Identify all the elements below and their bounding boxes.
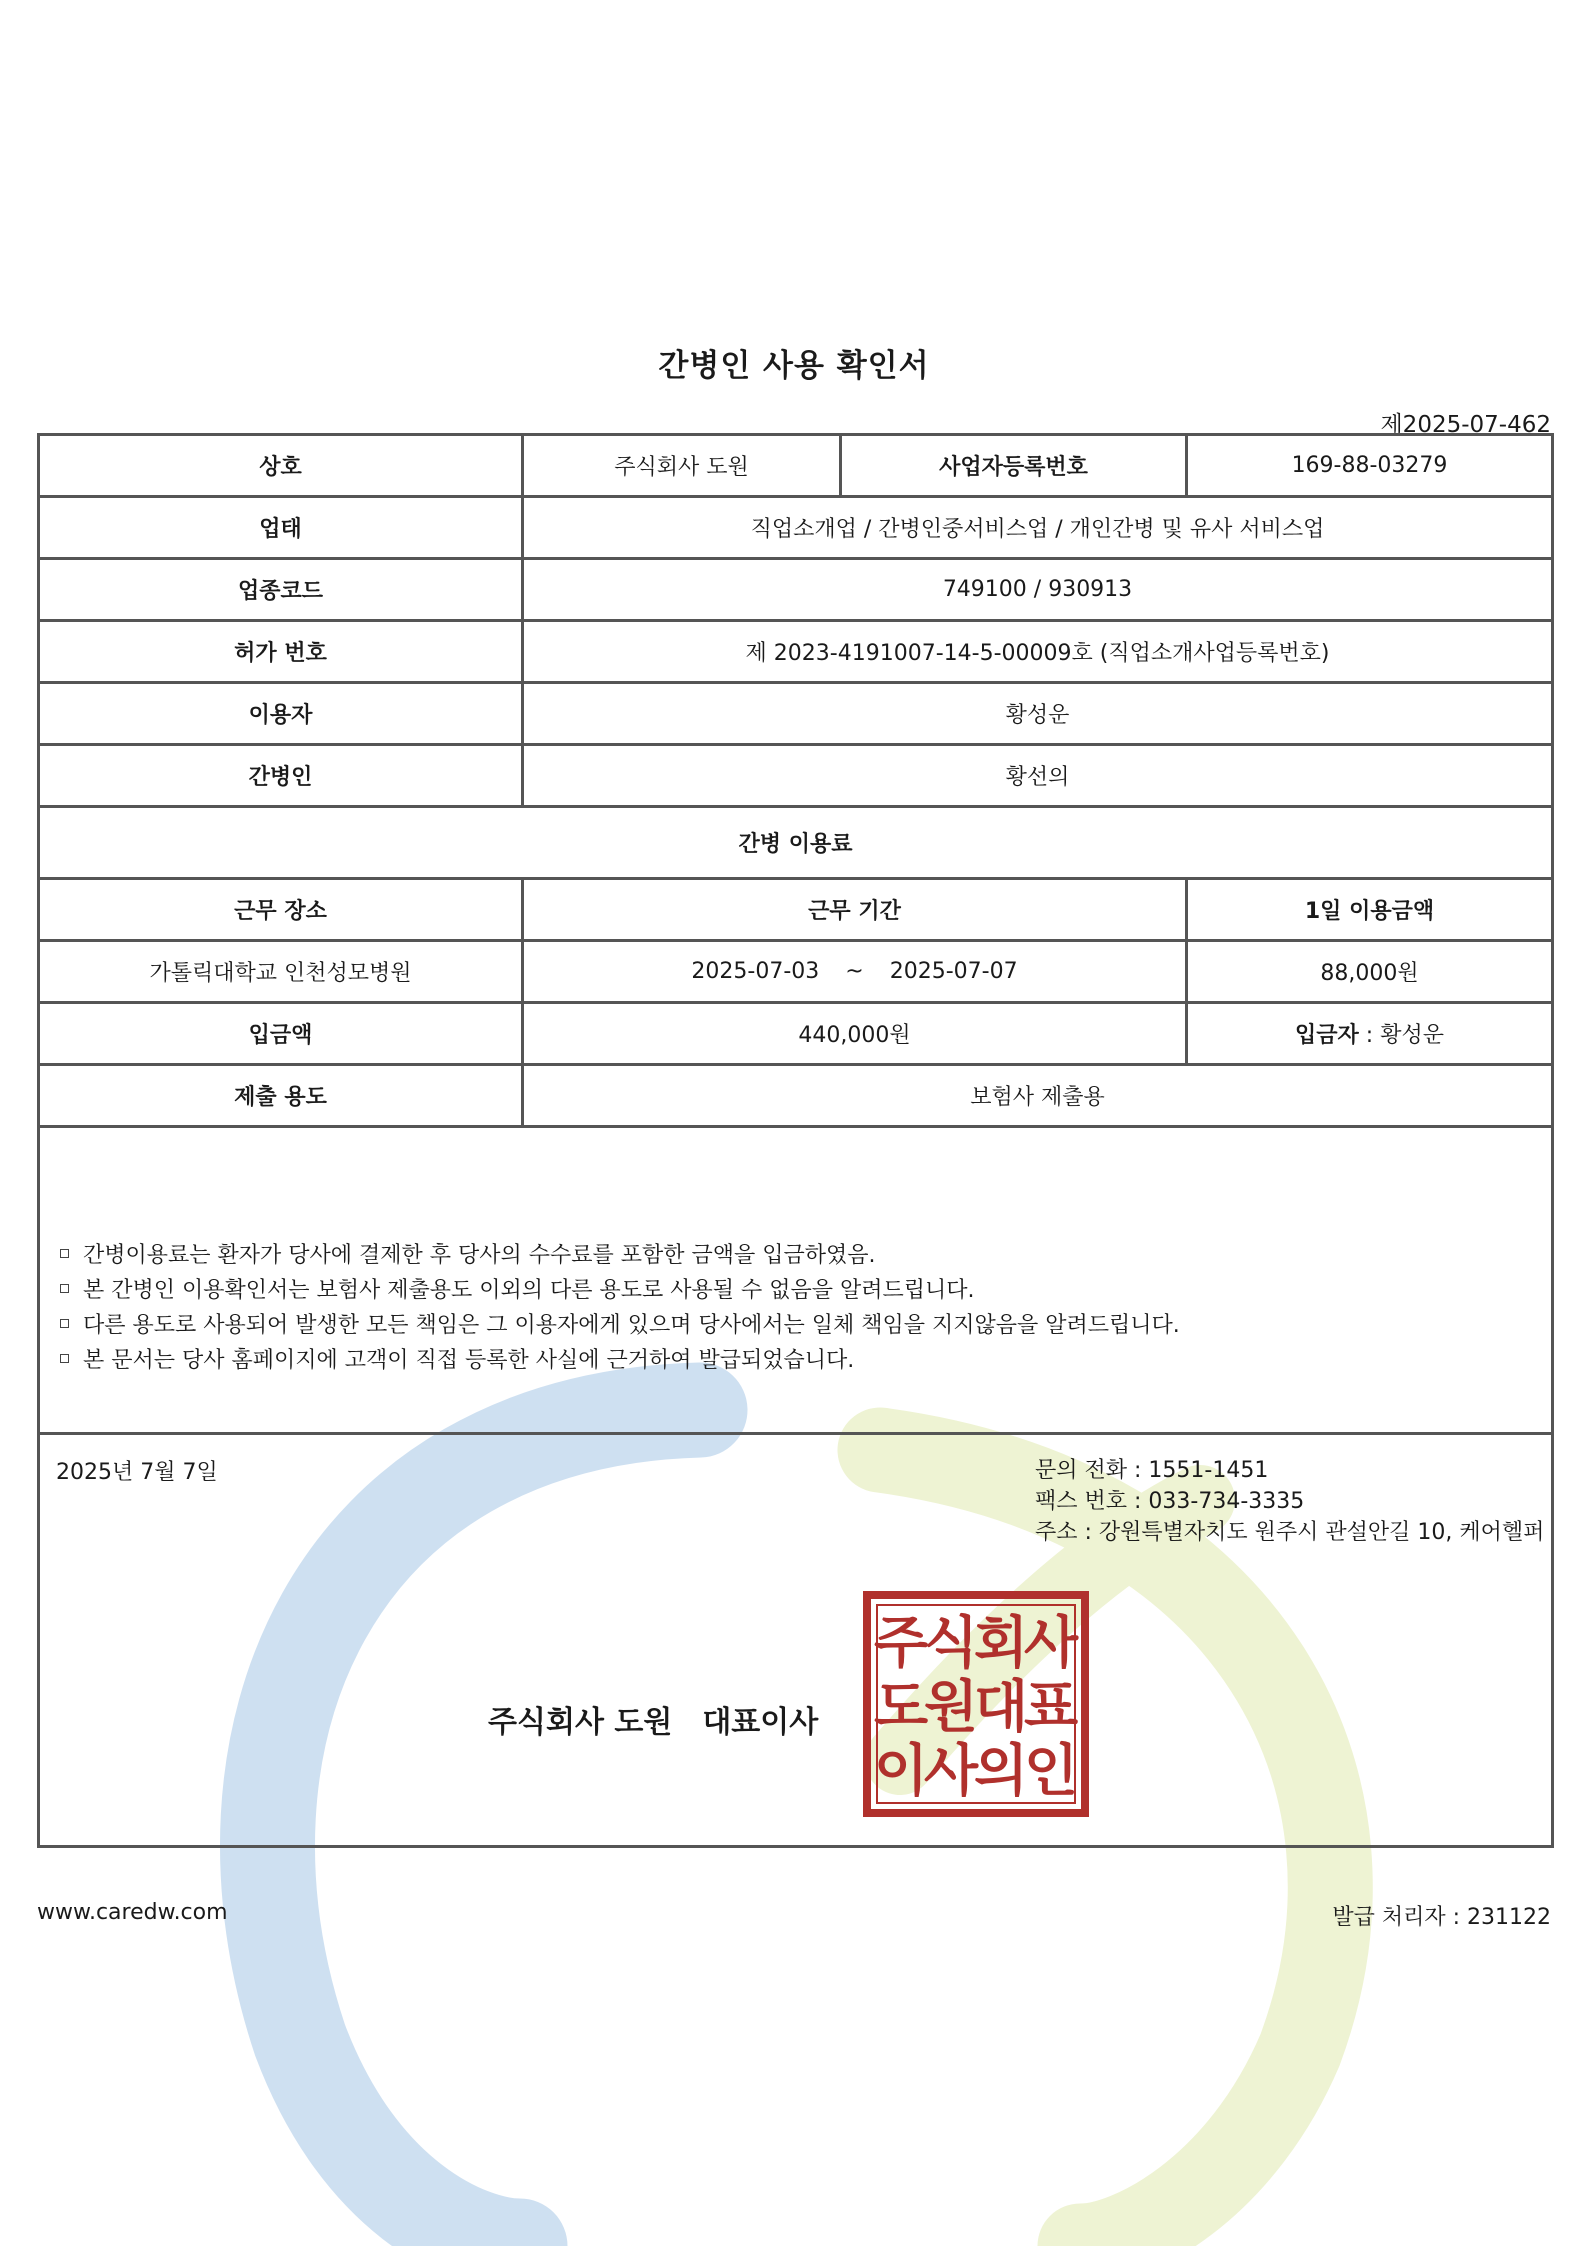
- svg-text:사: 사: [1023, 1611, 1079, 1676]
- issuer-id: 발급 처리자 : 231122: [1332, 1905, 1551, 1930]
- daily-value: 88,000원: [1187, 941, 1553, 1003]
- contact-info: [1035, 1455, 1544, 1548]
- document-number: 제2025-07-462: [1380, 412, 1551, 438]
- period-label: 근무 기간: [523, 879, 1187, 941]
- deposit-label: 입금액: [39, 1003, 523, 1065]
- svg-text:사: 사: [923, 1739, 979, 1804]
- svg-text:주: 주: [873, 1611, 929, 1676]
- fee-header-row: [39, 879, 1553, 941]
- company-name: 주식회사 도원: [488, 1705, 673, 1740]
- fee-values-row: [39, 941, 1553, 1003]
- footer-cell: [39, 1434, 1553, 1847]
- depositor-label: 입금자: [1295, 1023, 1359, 1048]
- place-value: 가톨릭대학교 인천성모병원: [39, 941, 523, 1003]
- caregiver-value: 황선의: [523, 745, 1553, 807]
- company-signature: [488, 1697, 818, 1741]
- license-label: 허가 번호: [39, 621, 523, 683]
- svg-text:회: 회: [973, 1611, 1029, 1676]
- bizno-label: 사업자등록번호: [841, 435, 1187, 497]
- note-item: [60, 1238, 1551, 1273]
- svg-text:도: 도: [873, 1675, 929, 1740]
- notes-list: [40, 1128, 1551, 1378]
- code-row: [39, 559, 1553, 621]
- svg-text:이: 이: [873, 1739, 929, 1804]
- purpose-label: 제출 용도: [39, 1065, 523, 1127]
- document-title: 간병인 사용 확인서: [658, 348, 930, 384]
- user-value: 황성운: [523, 683, 1553, 745]
- deposit-row: [39, 1003, 1553, 1065]
- industry-value: 직업소개업 / 간병인중서비스업 / 개인간병 및 유사 서비스업: [523, 497, 1553, 559]
- note-text: 본 간병인 이용확인서는 보험사 제출용도 이외의 다른 용도로 사용될 수 없음을 알려드립니다.: [83, 1278, 975, 1303]
- note-text: 간병이용료는 환자가 당사에 결제한 후 당사의 수수료를 포함한 금액을 입금하였음.: [83, 1243, 876, 1268]
- fax-number: 팩스 번호 : 033-734-3335: [1035, 1489, 1305, 1514]
- svg-text:의: 의: [973, 1739, 1029, 1804]
- company-row: [39, 435, 1553, 497]
- footer-row: [39, 1434, 1553, 1847]
- note-item: [60, 1343, 1551, 1378]
- code-value: 749100 / 930913: [523, 559, 1553, 621]
- code-label: 업종코드: [39, 559, 523, 621]
- note-item: [60, 1308, 1551, 1343]
- company-label: 상호: [39, 435, 523, 497]
- square-bullet-icon: [60, 1284, 69, 1293]
- svg-text:대: 대: [973, 1675, 1029, 1740]
- license-row: [39, 621, 1553, 683]
- confirmation-table: [37, 433, 1554, 1848]
- note-text: 다른 용도로 사용되어 발생한 모든 책임은 그 이용자에게 있으며 당사에서는 일체 책임을 지지않음을 알려드립니다.: [83, 1313, 1180, 1338]
- company-seal-icon: [862, 1590, 1090, 1818]
- user-row: [39, 683, 1553, 745]
- note-item: [60, 1273, 1551, 1308]
- notes-row: [39, 1127, 1553, 1434]
- company-value: 주식회사 도원: [523, 435, 841, 497]
- period-start: 2025-07-03: [691, 959, 820, 984]
- svg-text:표: 표: [1023, 1675, 1079, 1740]
- place-label: 근무 장소: [39, 879, 523, 941]
- purpose-row: [39, 1065, 1553, 1127]
- svg-text:인: 인: [1023, 1739, 1079, 1804]
- notes-cell: [39, 1127, 1553, 1434]
- period-separator: ~: [845, 959, 864, 984]
- representative-title: 대표이사: [702, 1705, 819, 1740]
- deposit-value: 440,000원: [523, 1003, 1187, 1065]
- svg-text:원: 원: [923, 1675, 979, 1740]
- period-end: 2025-07-07: [889, 959, 1018, 984]
- period-value: [523, 941, 1187, 1003]
- depositor-cell: [1187, 1003, 1553, 1065]
- note-text: 본 문서는 당사 홈페이지에 고객이 직접 등록한 사실에 근거하여 발급되었습니다.: [83, 1348, 855, 1373]
- industry-label: 업태: [39, 497, 523, 559]
- industry-row: [39, 497, 1553, 559]
- depositor-value: 황성운: [1380, 1023, 1444, 1048]
- square-bullet-icon: [60, 1354, 69, 1363]
- caregiver-label: 간병인: [39, 745, 523, 807]
- caregiver-row: [39, 745, 1553, 807]
- user-label: 이용자: [39, 683, 523, 745]
- fee-section-row: [39, 807, 1553, 879]
- address: 주소 : 강원특별자치도 원주시 관설안길 10, 케어헬퍼: [1035, 1520, 1545, 1545]
- website: www.caredw.com: [37, 1900, 228, 1925]
- bizno-value: 169-88-03279: [1187, 435, 1553, 497]
- square-bullet-icon: [60, 1249, 69, 1258]
- daily-label: 1일 이용금액: [1187, 879, 1553, 941]
- issue-date: 2025년 7월 7일: [56, 1460, 218, 1485]
- fee-section-title: 간병 이용료: [39, 807, 1553, 879]
- license-value: 제 2023-4191007-14-5-00009호 (직업소개사업등록번호): [523, 621, 1553, 683]
- square-bullet-icon: [60, 1319, 69, 1328]
- phone-number: 문의 전화 : 1551-1451: [1035, 1458, 1269, 1483]
- depositor-colon: :: [1358, 1023, 1381, 1048]
- purpose-value: 보험사 제출용: [523, 1065, 1553, 1127]
- svg-text:식: 식: [923, 1611, 979, 1676]
